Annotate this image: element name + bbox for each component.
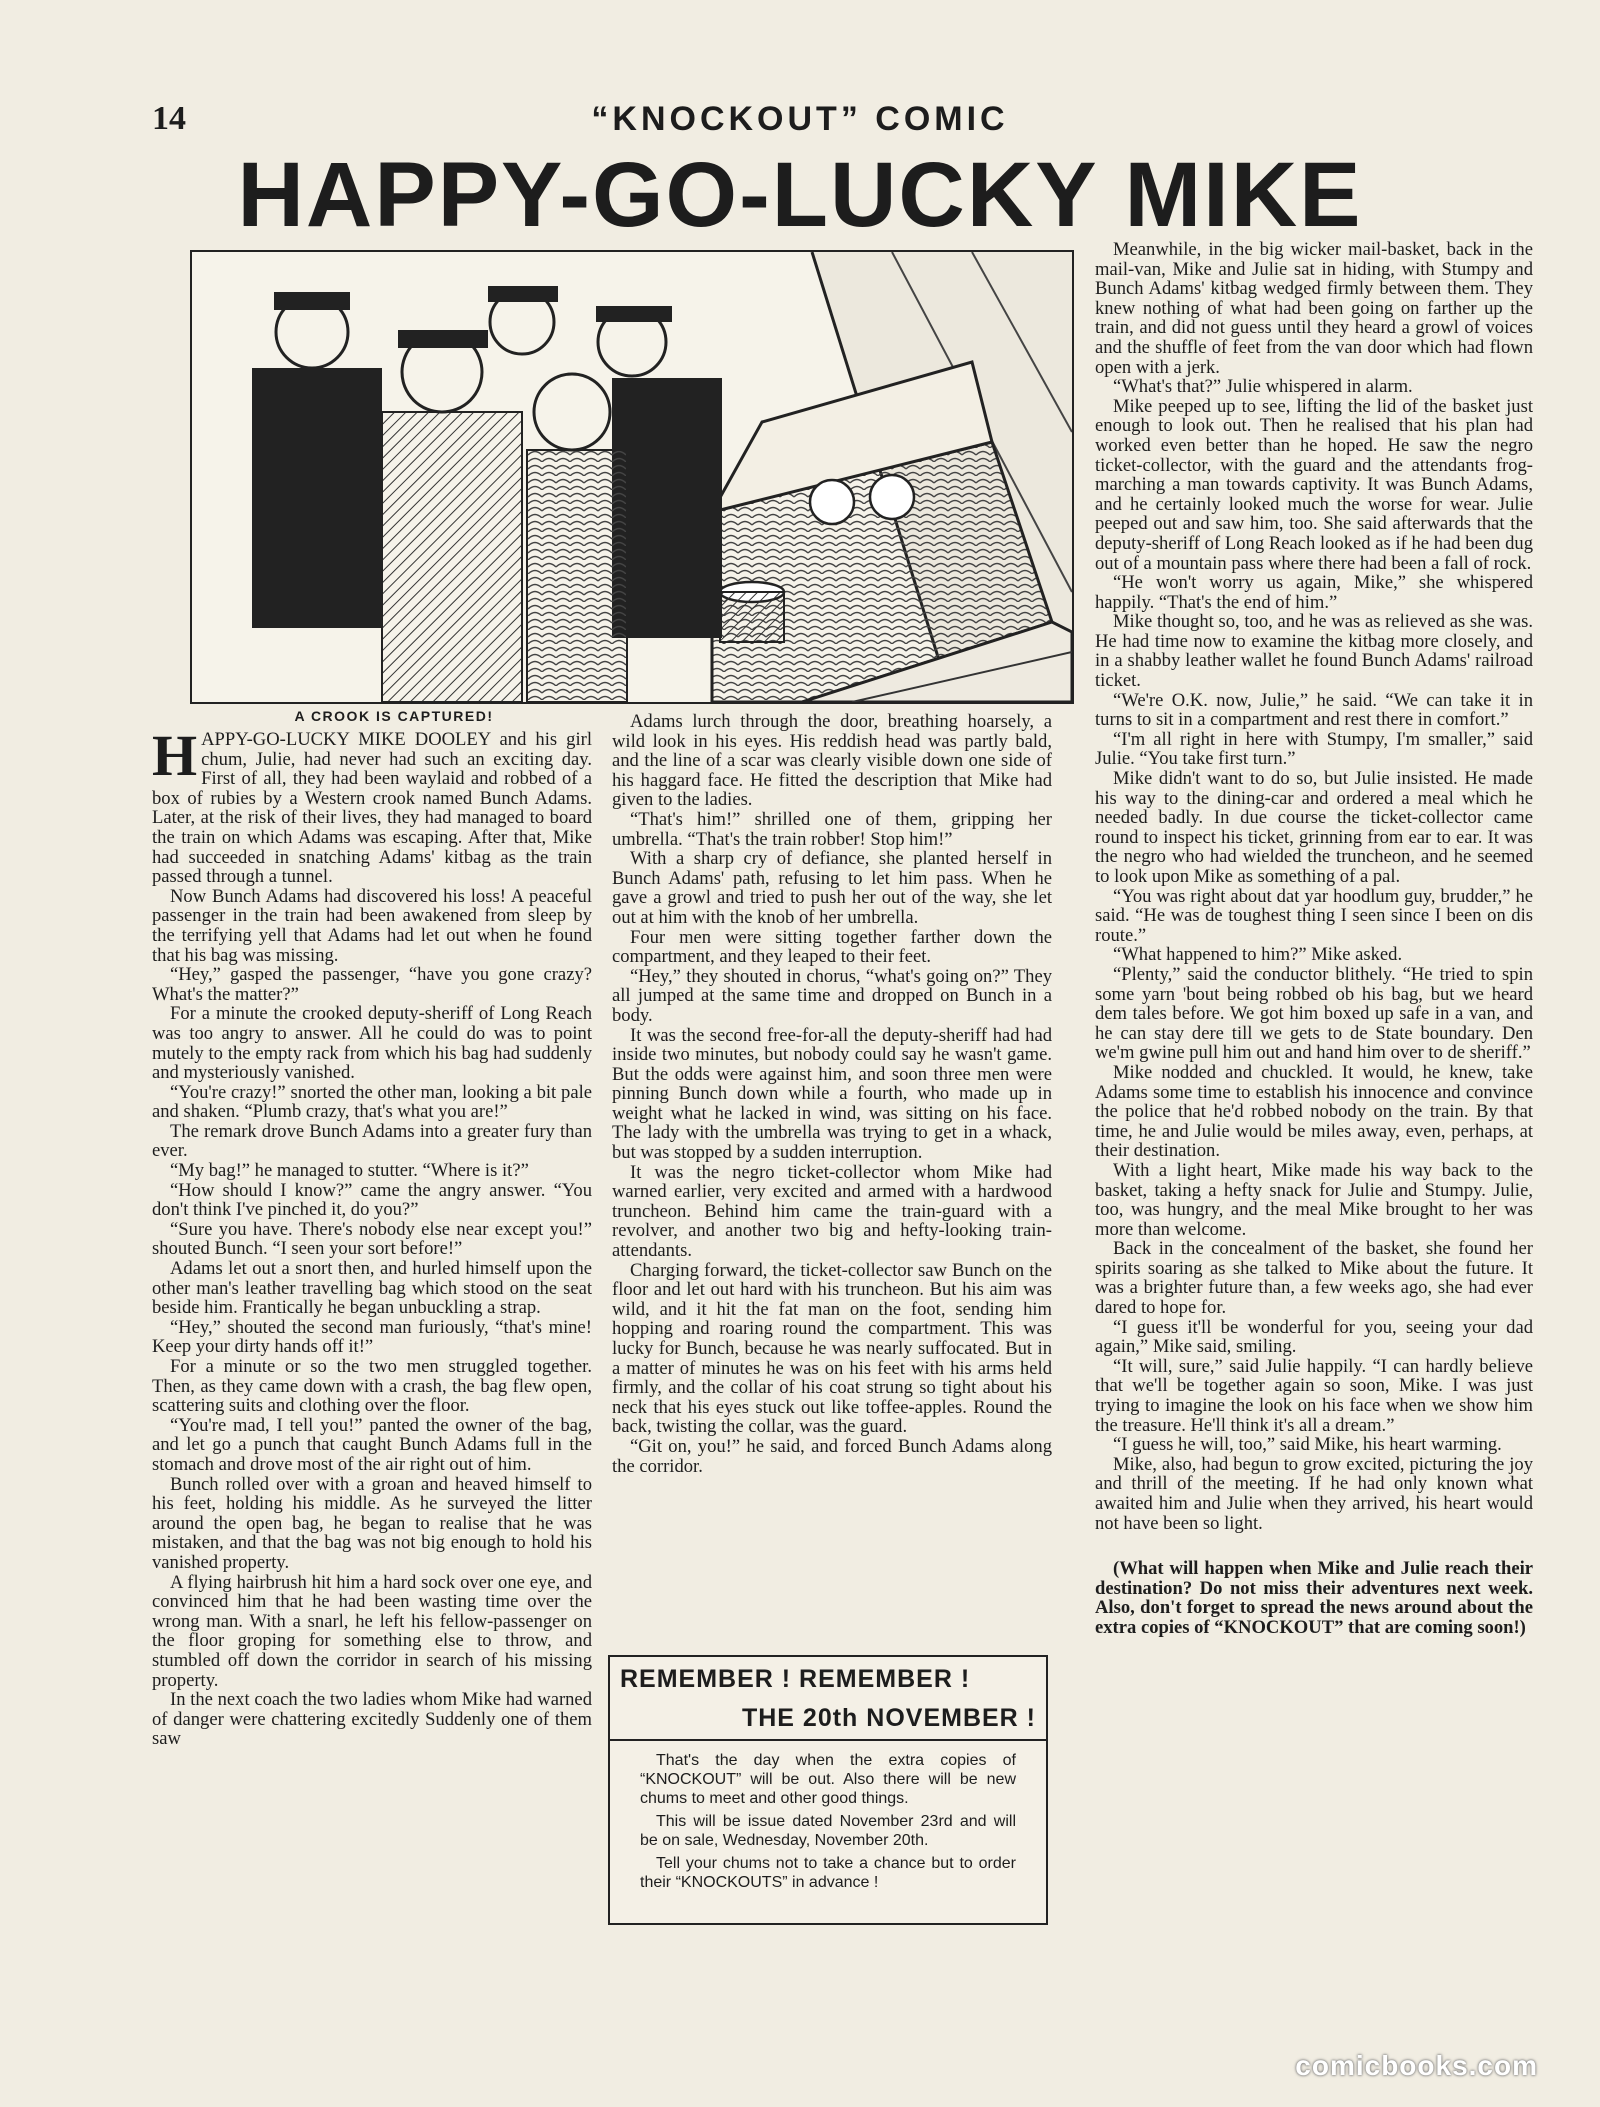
story-paragraph: Meanwhile, in the big wicker mail-basket, back in the mail-van, Mike and Julie sat in hiding, with Stumpy and Bunch Adams' kitbag wedged firmly between them. They knew nothing of what had been going on farther up the train, and did not guess until they heard a growl of voices and the shuffle of feet from the van door which had flown open with a jerk. — [1095, 239, 1533, 378]
story-paragraph: “You was right about dat yar hoodlum guy, brudder,” he said. “He was de toughest thing I seen since I been on dis route.” — [1095, 885, 1533, 946]
story-paragraph — [152, 723, 592, 888]
notice-heading-1: REMEMBER ! REMEMBER ! — [620, 1665, 971, 1693]
comic-illustration — [190, 250, 1074, 704]
story-column-2 — [612, 712, 1052, 1476]
story-column-3 — [1095, 240, 1533, 1638]
notice-divider — [610, 1739, 1046, 1741]
story-paragraph: In the next coach the two ladies whom Mike had warned of danger were chattering excitedly Suddenly one of them saw — [152, 1689, 592, 1750]
story-paragraph: “I guess he will, too,” said Mike, his heart warming. — [1113, 1434, 1502, 1456]
remember-notice-box — [608, 1655, 1048, 1925]
story-paragraph: “How should I know?” came the angry answer. “You don't think I've pinched it, do you?” — [152, 1179, 592, 1221]
story-paragraph: “Hey,” they shouted in chorus, “what's going on?” They all jumped at the same time and dropped on Bunch in a body. — [612, 965, 1052, 1026]
story-paragraph: “Plenty,” said the conductor blithely. “He tried to spin some yarn 'bout being robbed ob his bag, but we heard dem tales before. We got him boxed up safe in a van, and he can stay dere till we gets to de State boundary. Den we'm gwine pull him out and hand him over to de sheriff.” — [1095, 963, 1533, 1064]
story-paragraph: “Sure you have. There's nobody else near except you!” shouted Bunch. “I seen your sort before!” — [152, 1218, 592, 1260]
illustration-caption: A CROOK IS CAPTURED! — [294, 708, 494, 724]
story-paragraph: “You're crazy!” snorted the other man, looking a bit pale and shaken. “Plumb crazy, that's what you are!” — [152, 1081, 592, 1123]
story-paragraph: For a minute or so the two men struggled together. Then, as they came down with a crash, the bag flew open, scattering suits and clothing over the floor. — [152, 1356, 592, 1417]
story-paragraph: Charging forward, the ticket-collector saw Bunch on the floor and let out hard with his truncheon. But his aim was wild, and it hit the fat man on the foot, sending him hopping and roaring round the compartment. This was lucky for Bunch, because he was nearly suffocated. But in a matter of minutes he was on his feet with his arms held firmly, and the collar of his coat strung so tight about his neck that his eyes stuck out like toffee-apples. Round the back, twisting the collar, was the guard. — [612, 1259, 1052, 1438]
story-paragraph: Adams lurch through the door, breathing hoarsely, a wild look in his eyes. His reddish head was partly bald, and the line of a scar was clearly visible down one side of his haggard face. He fitted the description that Mike had given to the ladies. — [612, 711, 1052, 811]
notice-paragraph: This will be issue dated November 23rd and will be on sale, Wednesday, November 20th. — [640, 1813, 1016, 1849]
story-paragraph: “It will, sure,” said Julie happily. “I can hardly believe that we'll be together again so soon, Mike. I was just trying to imagine the look on his face when we show him the treasure. He'll think it's all a dream.” — [1095, 1355, 1533, 1436]
story-paragraph: The remark drove Bunch Adams into a greater fury than ever. — [152, 1120, 592, 1162]
story-paragraph: “We're O.K. now, Julie,” he said. “We can take it in turns to sit in a compartment and rest there in comfort.” — [1095, 689, 1533, 731]
story-paragraph: It was the negro ticket-collector whom Mike had warned earlier, very excited and armed with a hardwood truncheon. Behind him came the train-guard with a revolver, and another two big and hefty-looking train-attendants. — [612, 1161, 1052, 1262]
story-paragraph: With a sharp cry of defiance, she planted herself in Bunch Adams' path, refusing to let him pass. When he gave a growl and tried to push her out of the way, she let out at him with the knob of her umbrella. — [612, 848, 1052, 928]
story-paragraph: It was the second free-for-all the deputy-sheriff had had inside two minutes, but nobody could say he wasn't game. But the odds were against him, and soon three men were pinning Bunch down while a fourth, who made up in weight what he lacked in wind, was sitting on his face. The lady with the umbrella was trying to get in a whack, but was stopped by a sudden interruption. — [612, 1024, 1052, 1164]
paragraph-text: APPY-GO-LUCKY MIKE DOOLEY and his girl chum, Julie, had never had such an exciting day. First of all, they had been waylaid and robbed of a box of rubies by a Western crook named Bunch Adams. Later, at the risk of their lives, they had managed to board the train on which Adams was escaping. After that, Mike had succeeded in snatching Adams' kitbag as the train passed through a tunnel. — [152, 729, 592, 888]
story-paragraph: Mike peeped up to see, lifting the lid of the basket just enough to look out. Then he realised that his plan had worked even better than he hoped. He saw the negro ticket-collector, with the guard and the attendants frog-marching a man towards captivity. It was Bunch Adams, and he certainly looked much the worse for wear. Julie peeped out and saw him, too. She said afterwards that the deputy-sheriff of Long Reach looked as if he had been dug out of a mountain pass where there had been a fall of rock. — [1095, 395, 1533, 574]
story-paragraph: “That's him!” shrilled one of them, gripping her umbrella. “That's the train robber! Stop him!” — [612, 808, 1052, 850]
story-column-1 — [152, 723, 592, 1750]
story-paragraph: Mike, also, had begun to grow excited, picturing the joy and thrill of the meeting. If he had only known what awaited him and Julie when they arrived, his heart would not have been so light. — [1095, 1453, 1533, 1534]
notice-body — [620, 1751, 1036, 1892]
next-week-teaser: (What will happen when Mike and Julie reach their destination? Do not miss their adventures next week. Also, don't forget to spread the news around about the extra copies of “KNOCKOUT” that are coming soon!) — [1095, 1558, 1533, 1638]
story-paragraph: “What's that?” Julie whispered in alarm. — [1113, 376, 1413, 398]
story-paragraph: Four men were sitting together farther down the compartment, and they leaped to their feet. — [612, 926, 1052, 968]
story-paragraph: “My bag!” he managed to stutter. “Where is it?” — [170, 1160, 529, 1182]
story-paragraph: “What happened to him?” Mike asked. — [1113, 944, 1403, 966]
story-paragraph: A flying hairbrush hit him a hard sock over one eye, and convinced him that he had been wasting time over the wrong man. With a snarl, he left his fellow-passenger on the floor groping for something else to throw, and stumbled off down the corridor in search of his missing property. — [152, 1571, 592, 1691]
stack-of-plates — [720, 582, 784, 642]
story-paragraph: Now Bunch Adams had discovered his loss! A peaceful passenger in the train had been awakened from sleep by the terrifying yell that Adams had let out when he found that his bag was missing. — [152, 885, 592, 966]
story-title: HAPPY-GO-LUCKY MIKE — [237, 144, 1363, 246]
story-paragraph: “You're mad, I tell you!” panted the owner of the bag, and let go a punch that caught Bunch Adams full in the stomach and drove most of the air right out of him. — [152, 1414, 592, 1475]
page-number: 14 — [152, 100, 186, 137]
story-paragraph: Mike nodded and chuckled. It would, he knew, take Adams some time to establish his innocence and convince the police that he'd robbed nobody on the train. By that time, he and Julie would be miles away, even, perhaps, at their destination. — [1095, 1061, 1533, 1162]
notice-paragraph: That's the day when the extra copies of “KNOCKOUT” will be out. Also there will be new chums to meet and other good things. — [640, 1752, 1016, 1807]
notice-paragraph: Tell your chums not to take a chance but to order their “KNOCKOUTS” in advance ! — [640, 1855, 1016, 1891]
drop-cap: H — [152, 723, 198, 788]
story-paragraph: “Hey,” shouted the second man furiously, “that's mine! Keep your dirty hands off it!” — [152, 1316, 592, 1358]
story-paragraph: “I guess it'll be wonderful for you, seeing your dad again,” Mike said, smiling. — [1095, 1316, 1533, 1358]
notice-heading-2: THE 20th NOVEMBER ! — [741, 1704, 1036, 1732]
story-paragraph: “I'm all right in here with Stumpy, I'm smaller,” said Julie. “You take first turn.” — [1095, 728, 1533, 770]
story-paragraph: Mike didn't want to do so, but Julie insisted. He made his way to the dining-car and ordered a meal which he needed badly. In due course the ticket-collector came round to inspect his ticket, grinning from ear to ear. It was the negro who had wielded the truncheon, and he seemed to look upon Mike as something of a pal. — [1095, 768, 1533, 887]
story-paragraph: “Git on, you!” he said, and forced Bunch Adams along the corridor. — [612, 1435, 1052, 1477]
story-paragraph: “Hey,” gasped the passenger, “have you gone crazy? What's the matter?” — [152, 964, 592, 1005]
publication-header: “KNOCKOUT” COMIC — [591, 100, 1009, 138]
story-paragraph: For a minute the crooked deputy-sheriff of Long Reach was too angry to answer. All he could do was to point mutely to the empty rack from which his bag had suddenly and mysteriously vanished. — [152, 1003, 592, 1084]
watermark: comicbooks.com — [1295, 2050, 1538, 2081]
story-paragraph: “He won't worry us again, Mike,” she whispered happily. “That's the end of him.” — [1095, 572, 1533, 613]
story-paragraph: Mike thought so, too, and he was as relieved as she was. He had time now to examine the kitbag more closely, and in a shabby leather wallet he found Bunch Adams' railroad ticket. — [1095, 611, 1533, 692]
story-paragraph: With a light heart, Mike made his way back to the basket, taking a hefty snack for Julie and Stumpy. Julie, too, was hungry, and the meal Mike brought to her was more than welcome. — [1095, 1159, 1533, 1240]
story-paragraph: Bunch rolled over with a groan and heaved himself to his feet, holding his middle. As he surveyed the litter around the open bag, he began to realise that he was mistaken, and that the bag was not big enough to hold his vanished property. — [152, 1473, 592, 1573]
story-paragraph: Back in the concealment of the basket, she found her spirits soaring as she talked to Mike about the future. It was a brighter future than, a few weeks ago, she had ever dared to hope for. — [1095, 1238, 1533, 1319]
story-paragraph: Adams let out a snort then, and hurled himself upon the other man's leather travelling bag which stood on the seat beside him. Frantically he began unbuckling a strap. — [152, 1258, 592, 1319]
